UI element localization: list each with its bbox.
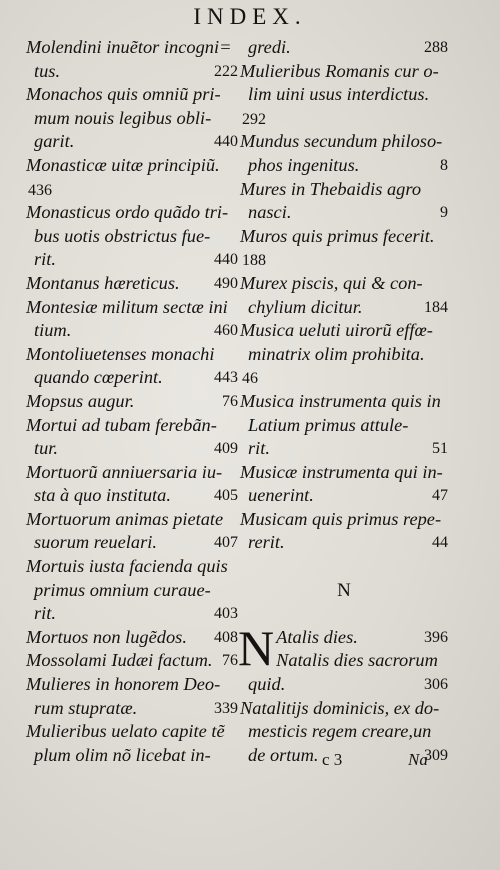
index-entry-line xyxy=(240,531,448,555)
running-head: INDEX. xyxy=(193,4,307,29)
entry-text: suorum reuelari. xyxy=(34,532,157,553)
page-reference: 76 xyxy=(222,392,238,410)
catchword: Na xyxy=(408,750,428,769)
index-entry-line xyxy=(26,178,238,202)
index-entry-line xyxy=(26,602,238,626)
page-reference: 8 xyxy=(440,156,448,174)
entry-text: plum olim nõ licebat in- xyxy=(34,744,211,765)
page-reference: 44 xyxy=(432,534,448,552)
index-entry-line xyxy=(26,508,238,532)
page-reference: 292 xyxy=(242,110,266,128)
index-entry-line xyxy=(26,225,238,249)
entry-text: Mulieribus Romanis cur o- xyxy=(240,60,439,81)
index-entry-line xyxy=(26,130,238,154)
entry-text: rum stupratæ. xyxy=(34,697,138,718)
entry-text: Monasticæ uitæ principiũ. xyxy=(26,154,220,175)
entry-text: mesticis regem creare,un xyxy=(248,721,432,742)
entry-text: Mulieribus uelato capite tẽ xyxy=(26,721,225,742)
page-reference: 436 xyxy=(28,181,52,199)
entry-text: quando cœperint. xyxy=(34,367,163,388)
index-entry-line xyxy=(240,437,448,461)
page-reference: 405 xyxy=(214,487,238,505)
page-reference: 76 xyxy=(222,652,238,670)
index-entry-line xyxy=(26,366,238,390)
index-entry-line xyxy=(240,130,448,154)
page-reference: 306 xyxy=(424,676,448,694)
index-entry-line xyxy=(26,673,238,697)
index-entry-line xyxy=(240,343,448,367)
index-entry-line xyxy=(26,201,238,225)
entry-text: de ortum. xyxy=(248,744,319,765)
index-entry-line xyxy=(240,626,448,650)
entry-text: Mulieres in honorem Deo- xyxy=(26,674,221,695)
entry-text: gredi. xyxy=(248,37,291,57)
index-entry-line xyxy=(26,437,238,461)
entry-text: Molendini inuẽtor incogni= xyxy=(26,37,232,57)
entry-text: Musicam quis primus repe- xyxy=(240,508,442,529)
index-entry-line xyxy=(26,272,238,296)
signature-mark: c 3 xyxy=(322,750,343,769)
page-reference: 222 xyxy=(214,62,238,80)
entry-text: bus uotis obstrictus fue- xyxy=(34,225,211,246)
index-entry-line xyxy=(240,154,448,178)
entry-text: nasci. xyxy=(248,202,292,223)
page-reference: 440 xyxy=(214,251,238,269)
index-entry-line xyxy=(26,484,238,508)
index-entry-line xyxy=(26,579,238,603)
entry-text: quid. xyxy=(248,674,286,695)
index-entry-line xyxy=(240,508,448,532)
page-reference: 288 xyxy=(424,39,448,56)
index-entry-line xyxy=(240,178,448,202)
index-entry-line xyxy=(26,390,238,414)
entry-text: Mures in Thebaidis agro xyxy=(240,178,422,199)
entry-text: Mortuorũ anniuersaria iu- xyxy=(26,461,223,482)
index-entry-line xyxy=(240,36,448,60)
entry-text: Mundus secundum philoso- xyxy=(240,131,443,152)
index-entry-line xyxy=(26,531,238,555)
index-entry-line xyxy=(26,555,238,579)
index-entry-line xyxy=(26,343,238,367)
entry-text: tium. xyxy=(34,320,72,341)
entry-text: primus omnium curaue- xyxy=(34,579,211,600)
entry-text: rerit. xyxy=(248,532,285,553)
drop-cap: N xyxy=(238,619,275,676)
entry-text: Montanus hæreticus. xyxy=(26,272,180,293)
right-entries xyxy=(240,36,448,555)
page-reference: 9 xyxy=(440,204,448,222)
page-reference: 409 xyxy=(214,440,238,458)
page-reference: 188 xyxy=(242,252,266,270)
index-entry-line xyxy=(240,107,448,131)
index-entry-line xyxy=(26,296,238,320)
entry-text: Musicæ instrumenta qui in- xyxy=(240,461,443,482)
entry-text: Latium primus attule- xyxy=(248,414,409,435)
entry-text: minatrix olim prohibita. xyxy=(248,343,425,364)
entry-text: sta à quo instituta. xyxy=(34,485,171,506)
index-entry-line xyxy=(240,248,448,272)
index-entry-line xyxy=(240,319,448,343)
index-entry-line xyxy=(240,272,448,296)
entry-text: Atalis dies. xyxy=(276,626,358,647)
entry-text: chylium dicitur. xyxy=(248,296,363,317)
index-entry-line xyxy=(26,107,238,131)
entry-text: Mortuos non lugẽdos. xyxy=(26,626,187,647)
index-column-right xyxy=(240,36,448,767)
entry-text: tus. xyxy=(34,60,61,81)
index-entry-line xyxy=(26,36,238,60)
entry-text: Musica ueluti uirorũ effœ- xyxy=(240,320,433,341)
entry-text: Montoliuetenses monachi xyxy=(26,343,215,364)
index-entry-line xyxy=(240,673,448,697)
index-entry-line xyxy=(240,83,448,107)
index-entry-line xyxy=(26,60,238,84)
entry-text: Natalis dies sacrorum xyxy=(276,650,438,671)
entry-text: Muros quis primus fecerit. xyxy=(240,225,435,246)
page-reference: 443 xyxy=(214,369,238,387)
index-entry-line xyxy=(240,649,448,673)
section-heading-letter: N xyxy=(337,579,351,601)
index-entry-line xyxy=(26,649,238,673)
entry-text: Mortuis iusta facienda quis xyxy=(26,556,228,577)
page-reference: 403 xyxy=(214,605,238,623)
entry-text: rit. xyxy=(34,249,56,270)
entry-text: Monachos quis omniũ pri- xyxy=(26,84,221,105)
index-column-left xyxy=(26,36,238,767)
entry-text: lim uini usus interdictus. xyxy=(248,84,430,105)
page-reference: 408 xyxy=(214,628,238,646)
entry-text: Mortui ad tubam ferebãn- xyxy=(26,414,217,435)
entry-text: garit. xyxy=(34,131,75,152)
page-reference: 184 xyxy=(424,298,448,316)
page-reference: 309 xyxy=(424,746,448,764)
entry-text: rit. xyxy=(34,603,56,624)
index-entry-line xyxy=(26,697,238,721)
index-entry-line xyxy=(26,461,238,485)
index-entry-line xyxy=(26,744,238,768)
index-entry-line xyxy=(240,414,448,438)
entry-text: Mortuorum animas pietate xyxy=(26,508,224,529)
page-reference: 47 xyxy=(432,487,448,505)
page-reference: 396 xyxy=(424,628,448,646)
page-reference: 51 xyxy=(432,440,448,458)
index-entry-line xyxy=(26,319,238,343)
index-entry-line xyxy=(240,461,448,485)
entry-text: rit. xyxy=(248,438,270,459)
index-entry-line xyxy=(240,697,448,721)
index-entry-line xyxy=(26,414,238,438)
index-entry-line xyxy=(26,626,238,650)
entry-text: Musica instrumenta quis in xyxy=(240,390,441,411)
page-reference: 460 xyxy=(214,322,238,340)
section-first-entry xyxy=(238,619,448,676)
index-entry-line xyxy=(240,201,448,225)
index-entry-line xyxy=(26,720,238,744)
index-entry-line xyxy=(240,225,448,249)
page-reference: 46 xyxy=(242,370,258,388)
index-entry-line xyxy=(240,390,448,414)
page-reference: 440 xyxy=(214,133,238,151)
index-entry-line xyxy=(240,366,448,390)
entry-text: uenerint. xyxy=(248,485,314,506)
entry-text: Monasticus ordo quãdo tri- xyxy=(26,202,229,223)
entry-text: Murex piscis, qui & con- xyxy=(240,272,423,293)
index-entry-line xyxy=(240,720,448,744)
index-entry-line xyxy=(240,296,448,320)
page-reference: 339 xyxy=(214,699,238,717)
entry-text: Mopsus augur. xyxy=(26,390,135,411)
index-entry-line xyxy=(26,248,238,272)
index-entry-line xyxy=(26,83,238,107)
entry-text: mum nouis legibus obli- xyxy=(34,107,212,128)
entry-text: phos ingenitus. xyxy=(248,154,360,175)
index-entry-line xyxy=(240,60,448,84)
index-entry-line xyxy=(240,484,448,508)
entry-text: Montesiæ militum sectæ ini xyxy=(26,296,228,317)
entry-text: tur. xyxy=(34,438,59,459)
index-entry-line xyxy=(26,154,238,178)
page-reference: 407 xyxy=(214,534,238,552)
page-reference: 490 xyxy=(214,274,238,292)
entry-text: Mossolami Iudæi factum. xyxy=(26,650,213,671)
entry-text: Natalitijs dominicis, ex do- xyxy=(240,697,440,718)
